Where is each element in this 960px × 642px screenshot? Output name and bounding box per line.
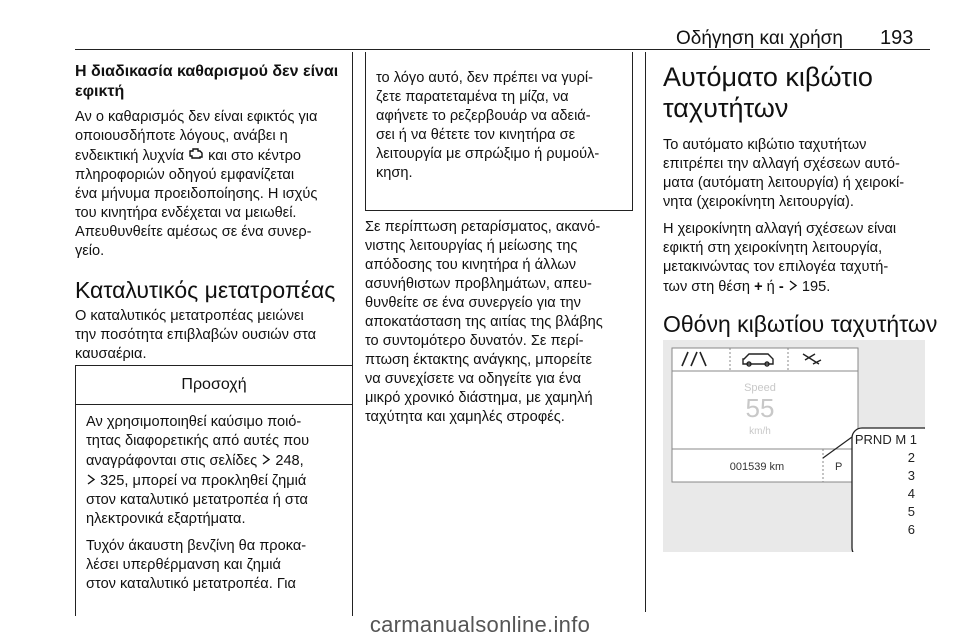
line: καυσαέρια.: [75, 346, 147, 362]
notice-continued-body: [366, 52, 632, 183]
speed-label: Speed: [744, 382, 776, 394]
gear-indicator: P: [835, 461, 843, 473]
page-header: [0, 0, 960, 52]
para-malfunction: [365, 218, 637, 427]
line: στον καταλυτικό μετατροπέα. Για: [86, 576, 296, 592]
middle-column-text: [365, 218, 637, 427]
plus-symbol: +: [754, 279, 763, 295]
line: νιστης λειτουργίας ή μείωσης της: [365, 238, 578, 254]
page-number: 193: [880, 27, 914, 49]
line: Αυτόματο κιβώτιο: [663, 62, 873, 92]
gear-2: 2: [907, 450, 915, 465]
line: την ποσότητα επιβλαβών ουσιών στα: [75, 327, 317, 343]
page-ref[interactable]: 248,: [275, 453, 304, 469]
line: κηση.: [376, 165, 413, 181]
notice-box: [75, 365, 353, 616]
para-automatic: [663, 136, 943, 212]
speed-value: 55: [745, 393, 775, 423]
line: ταχύτητα και χαμηλές στροφές.: [365, 409, 565, 425]
right-column: [663, 62, 943, 338]
line: λέσει υπερθέρμανση και ζημιά: [86, 557, 281, 573]
heading-converter: Καταλυτικός μετατροπέας: [75, 277, 336, 303]
line: αναγράφονται στις σελίδες: [86, 453, 258, 469]
line: των στη θέση: [663, 279, 750, 295]
header-title: Οδήγηση και χρήση: [676, 28, 843, 49]
line: Η χειροκίνητη αλλαγή σχέσεων είναι: [663, 221, 897, 237]
line: Τυχόν άκαυστη βενζίνη θα προκα-: [86, 538, 307, 554]
cluster-svg: [663, 340, 925, 552]
page-ref-arrow-icon: [86, 471, 96, 490]
line: Αν ο καθαρισμός δεν είναι εφικτός για: [75, 109, 318, 125]
line: οποιουσδήποτε λόγους, ανάβει η: [75, 128, 288, 144]
minus-symbol: -: [778, 279, 784, 295]
line: λειτουργία με σπρώξιμο ή ρυμούλ-: [376, 146, 600, 162]
notice-para-2: [86, 537, 342, 594]
line: στον καταλυτικό μετατροπέα ή στα: [86, 492, 308, 508]
para-converter: [75, 307, 347, 364]
or-word: ή: [766, 279, 775, 295]
heading-gearbox-display: Οθόνη κιβωτίου ταχυτήτων: [663, 311, 938, 337]
line: νητα (χειροκίνητη λειτουργία).: [663, 194, 854, 210]
line: επιτρέπει την αλλαγή σχέσεων αυτό-: [663, 156, 900, 172]
page-ref[interactable]: 195.: [801, 279, 831, 295]
line: ζετε παρατεταμένα τη μίζα, να: [376, 89, 569, 105]
line: τητας διαφορετικής από αυτές που: [86, 433, 310, 449]
engine-indicator-icon: [188, 146, 204, 165]
left-column: [75, 62, 347, 364]
line: εφικτή στη χειροκίνητη λειτουργία,: [663, 240, 883, 256]
line: πτωση έκτακτης ανάγκης, μπορείτε: [365, 352, 592, 368]
line: ματα (αυτόματη λειτουργία) ή χειροκί-: [663, 175, 905, 191]
line: ασυνήθιστων προβλημάτων, απευ-: [365, 276, 592, 292]
notice-title: Προσοχή: [76, 366, 352, 405]
prnd-label: PRND M 1: [854, 432, 917, 447]
notice-box-continued: [365, 52, 633, 211]
gear-4: 4: [907, 486, 915, 501]
heading-cleaning: [75, 62, 347, 102]
line: το λόγο αυτό, δεν πρέπει να γυρί-: [376, 70, 593, 86]
header-rule: [75, 49, 930, 50]
line: ενδεικτική λυχνία: [75, 148, 185, 164]
line: απόδοσης του κινητήρα ή άλλων: [365, 257, 577, 273]
line: ηλεκτρονικά εξαρτήματα.: [86, 511, 246, 527]
line: ένα μήνυμα προειδοποίησης. Η ισχύς: [75, 186, 318, 202]
line: να συνεχίσετε να οδηγείτε για ένα: [365, 371, 582, 387]
line: θυνθείτε σε ένα συνεργείο για την: [365, 295, 581, 311]
column-divider-2: [645, 52, 646, 612]
page-ref-arrow-icon: [788, 277, 798, 296]
line: γείο.: [75, 243, 105, 259]
line: του κινητήρα ενδέχεται να μειωθεί.: [75, 205, 297, 221]
para-cleaning: [75, 108, 347, 261]
line: το συντομότερο δυνατόν. Σε περί-: [365, 333, 584, 349]
line: Το αυτόματο κιβώτιο ταχυτήτων: [663, 137, 867, 153]
line: Σε περίπτωση ρεταρίσματος, ακανό-: [365, 219, 601, 235]
notice-body: [76, 405, 352, 594]
speed-unit: km/h: [749, 426, 771, 437]
odometer: 001539 km: [729, 461, 785, 473]
para-manual: [663, 220, 943, 297]
line: σει ή να θέτετε τον κινητήρα σε: [376, 127, 576, 143]
notice-continued-para: [376, 69, 622, 183]
line: μετακινώντας τον επιλογέα ταχυτή-: [663, 259, 889, 275]
notice-para-1: [86, 413, 342, 529]
line: Αν χρησιμοποιηθεί καύσιμο ποιό-: [86, 414, 302, 430]
line: Απευθυνθείτε αμέσως σε ένα συνερ-: [75, 224, 312, 240]
page-ref-arrow-icon: [261, 451, 271, 470]
line: 325, μπορεί να προκληθεί ζημιά: [100, 473, 307, 489]
line-tail: και στο κέντρο: [208, 148, 302, 164]
line: ταχυτήτων: [663, 93, 789, 123]
gearbox-display-illustration: [663, 340, 925, 552]
gear-6: 6: [907, 522, 915, 537]
footer-watermark[interactable]: carmanualsonline.info: [369, 612, 591, 637]
heading-automatic-gearbox: [663, 62, 943, 124]
line: αποκατάσταση της αιτίας της βλάβης: [365, 314, 603, 330]
gear-5: 5: [907, 504, 915, 519]
line: Ο καταλυτικός μετατροπέας μειώνει: [75, 308, 304, 324]
line: μικρό χρονικό διάστημα, με χαμηλή: [365, 390, 593, 406]
line: αφήνετε το ρεζερβουάρ να αδειά-: [376, 108, 591, 124]
line: πληροφοριών οδηγού εμφανίζεται: [75, 167, 295, 183]
gear-3: 3: [907, 468, 915, 483]
heading-cleaning-text: Η διαδικασία καθαρισμού δεν είναι εφικτή: [75, 63, 339, 100]
